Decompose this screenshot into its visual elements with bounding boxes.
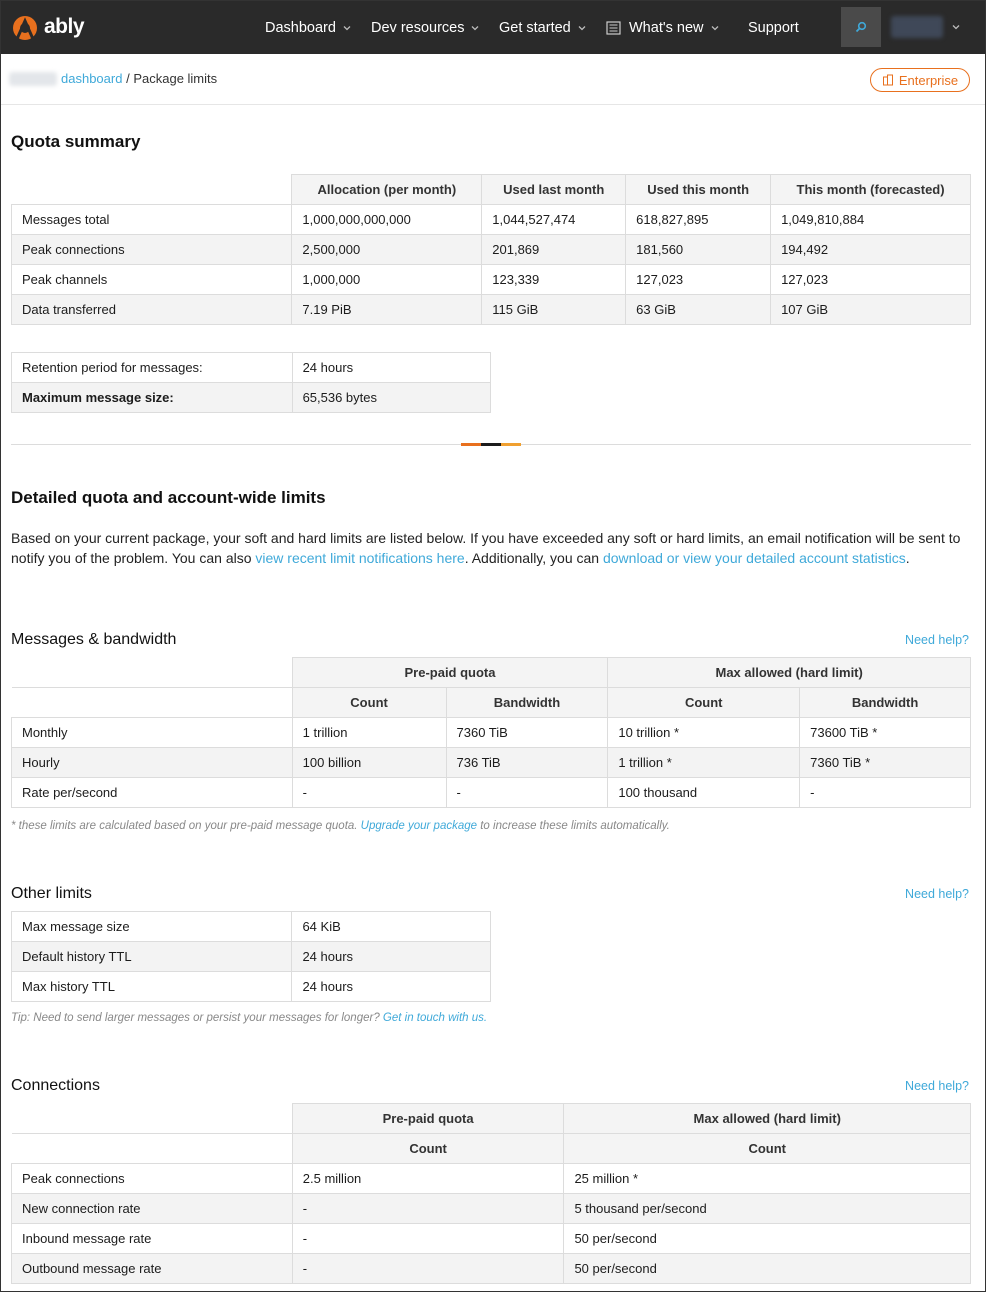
table-cell: 50 per/second xyxy=(564,1224,971,1254)
table-cell: 127,023 xyxy=(626,265,771,295)
row-label: Retention period for messages: xyxy=(12,353,293,383)
table-cell: 1 trillion * xyxy=(608,748,800,778)
account-name-redacted xyxy=(9,72,57,86)
building-icon xyxy=(882,74,894,86)
table-row xyxy=(12,383,491,413)
table-cell: 115 GiB xyxy=(482,295,626,325)
table-cell: 65,536 bytes xyxy=(292,383,490,413)
nav-dashboard[interactable] xyxy=(265,1,351,54)
ably-logo-icon xyxy=(11,11,39,43)
breadcrumb-current: Package limits xyxy=(133,71,218,86)
detailed-intro xyxy=(11,528,971,568)
group-header: Max allowed (hard limit) xyxy=(564,1104,971,1134)
table-row xyxy=(12,295,971,325)
quota-summary-table xyxy=(11,174,971,325)
row-label: Outbound message rate xyxy=(12,1254,293,1284)
row-label: Messages total xyxy=(12,205,292,235)
table-cell: - xyxy=(292,778,446,808)
nav-get-started-label: Get started xyxy=(499,19,571,36)
row-label: Monthly xyxy=(12,718,293,748)
chevron-down-icon xyxy=(711,24,719,32)
table-cell: 24 hours xyxy=(292,353,490,383)
need-help-link[interactable]: Need help? xyxy=(905,633,969,647)
other-limits-table xyxy=(11,911,491,1002)
table-cell: 194,492 xyxy=(771,235,971,265)
table-row xyxy=(12,1254,971,1284)
row-label: Data transferred xyxy=(12,295,292,325)
breadcrumb-separator: / xyxy=(126,71,130,86)
table-cell: 2,500,000 xyxy=(292,235,482,265)
row-label: Default history TTL xyxy=(12,942,292,972)
nav-dashboard-label: Dashboard xyxy=(265,19,336,36)
table-row xyxy=(12,1164,971,1194)
table-cell: 50 per/second xyxy=(564,1254,971,1284)
need-help-link[interactable]: Need help? xyxy=(905,887,969,901)
table-row xyxy=(12,942,491,972)
nav-dev-resources-label: Dev resources xyxy=(371,19,465,36)
search-button[interactable] xyxy=(841,7,881,47)
nav-get-started[interactable] xyxy=(499,1,586,54)
table-cell: - xyxy=(446,778,608,808)
newspaper-icon xyxy=(606,21,621,35)
table-cell: 736 TiB xyxy=(446,748,608,778)
column-header: Bandwidth xyxy=(800,688,971,718)
column-header: Count xyxy=(292,688,446,718)
chevron-down-icon xyxy=(471,24,479,32)
table-cell: 123,339 xyxy=(482,265,626,295)
intro-text: . xyxy=(905,550,910,566)
table-cell: 1 trillion xyxy=(292,718,446,748)
table-corner xyxy=(12,175,292,205)
row-label: Max message size xyxy=(12,912,292,942)
group-header: Pre-paid quota xyxy=(292,658,608,688)
tip-text: Tip: Need to send larger messages or persist your messages for longer? xyxy=(11,1012,383,1024)
enterprise-button[interactable] xyxy=(870,68,970,92)
footnote-text: to increase these limits automatically. xyxy=(477,820,670,832)
breadcrumb xyxy=(61,71,217,86)
row-label: Peak channels xyxy=(12,265,292,295)
table-row xyxy=(12,972,491,1002)
messages-bandwidth-table xyxy=(11,657,971,808)
table-cell: 127,023 xyxy=(771,265,971,295)
connections-title: Connections xyxy=(11,1077,100,1094)
table-cell: 201,869 xyxy=(482,235,626,265)
table-cell: 73600 TiB * xyxy=(800,718,971,748)
enterprise-label: Enterprise xyxy=(898,72,959,88)
column-header: Count xyxy=(292,1134,564,1164)
row-label: Inbound message rate xyxy=(12,1224,293,1254)
other-limits-title: Other limits xyxy=(11,885,92,902)
breadcrumb-bar xyxy=(1,54,985,105)
row-label: Hourly xyxy=(12,748,293,778)
table-cell: 1,049,810,884 xyxy=(771,205,971,235)
row-label: New connection rate xyxy=(12,1194,293,1224)
table-cell: 7360 TiB * xyxy=(800,748,971,778)
table-cell: - xyxy=(292,1194,564,1224)
chevron-down-icon xyxy=(578,24,586,32)
brand-name: ably xyxy=(44,15,85,38)
chevron-down-icon[interactable] xyxy=(951,23,961,31)
intro-text: Based on your current package, your soft and hard limits are listed below. If you have exceeded any soft or hard limits, an email notification will be sent to notify you of the problem. You can also xyxy=(11,530,961,566)
table-corner xyxy=(12,688,293,718)
table-cell: 181,560 xyxy=(626,235,771,265)
account-statistics-link[interactable]: download or view your detailed account statistics xyxy=(602,550,906,566)
table-cell: 7.19 PiB xyxy=(292,295,482,325)
column-header: Used this month xyxy=(626,175,771,205)
group-header: Pre-paid quota xyxy=(292,1104,564,1134)
column-header: This month (forecasted) xyxy=(771,175,971,205)
table-cell: 100 thousand xyxy=(608,778,800,808)
chevron-down-icon xyxy=(343,24,351,32)
table-cell: 24 hours xyxy=(292,972,491,1002)
retention-table xyxy=(11,352,491,413)
table-cell: - xyxy=(292,1254,564,1284)
search-icon xyxy=(855,21,867,33)
table-row xyxy=(12,265,971,295)
table-cell: 63 GiB xyxy=(626,295,771,325)
user-account-menu[interactable] xyxy=(891,16,943,38)
top-navbar xyxy=(1,1,985,54)
table-row xyxy=(12,353,491,383)
table-cell: 2.5 million xyxy=(292,1164,564,1194)
row-label: Peak connections xyxy=(12,1164,293,1194)
nav-support[interactable] xyxy=(748,1,799,54)
table-row xyxy=(12,1194,971,1224)
nav-dev-resources[interactable] xyxy=(371,1,479,54)
table-cell: 10 trillion * xyxy=(608,718,800,748)
table-cell: 64 KiB xyxy=(292,912,491,942)
table-row xyxy=(12,1224,971,1254)
messages-bandwidth-title: Messages & bandwidth xyxy=(11,631,177,648)
row-label: Rate per/second xyxy=(12,778,293,808)
footnote-text: * these limits are calculated based on your pre-paid message quota. xyxy=(11,820,361,832)
table-cell: - xyxy=(800,778,971,808)
table-cell: 107 GiB xyxy=(771,295,971,325)
limits-footnote xyxy=(11,820,670,832)
row-label: Max history TTL xyxy=(12,972,292,1002)
need-help-link[interactable]: Need help? xyxy=(905,1079,969,1093)
detailed-limits-title: Detailed quota and account-wide limits xyxy=(11,488,326,507)
limit-notifications-link[interactable]: view recent limit notifications here xyxy=(255,550,465,566)
table-cell: - xyxy=(292,1224,564,1254)
row-label: Peak connections xyxy=(12,235,292,265)
table-cell: 1,000,000 xyxy=(292,265,482,295)
row-label: Maximum message size: xyxy=(12,383,293,413)
other-limits-tip xyxy=(11,1012,487,1024)
column-header: Count xyxy=(564,1134,971,1164)
connections-table xyxy=(11,1103,971,1284)
divider-accent xyxy=(461,443,521,446)
column-header: Count xyxy=(608,688,800,718)
get-in-touch-link[interactable]: Get in touch with us. xyxy=(382,1012,488,1024)
ably-logo[interactable] xyxy=(11,11,84,43)
breadcrumb-dashboard-link[interactable]: dashboard xyxy=(61,71,123,86)
table-cell: 100 billion xyxy=(292,748,446,778)
nav-support-label: Support xyxy=(748,19,799,36)
table-row xyxy=(12,235,971,265)
table-row xyxy=(12,718,971,748)
table-row xyxy=(12,748,971,778)
table-row xyxy=(12,778,971,808)
table-row xyxy=(12,912,491,942)
table-corner xyxy=(12,658,293,688)
table-cell: 5 thousand per/second xyxy=(564,1194,971,1224)
intro-text: . Additionally, you can xyxy=(464,550,603,566)
quota-summary-title: Quota summary xyxy=(11,132,141,151)
table-corner xyxy=(12,1104,293,1134)
nav-whats-new-label: What's new xyxy=(629,19,704,36)
upgrade-package-link[interactable]: Upgrade your package xyxy=(360,820,478,832)
table-cell: 1,000,000,000,000 xyxy=(292,205,482,235)
table-row xyxy=(12,205,971,235)
column-header: Allocation (per month) xyxy=(292,175,482,205)
column-header: Used last month xyxy=(482,175,626,205)
column-header: Bandwidth xyxy=(446,688,608,718)
nav-whats-new[interactable] xyxy=(606,1,719,54)
table-cell: 1,044,527,474 xyxy=(482,205,626,235)
table-cell: 25 million * xyxy=(564,1164,971,1194)
table-corner xyxy=(12,1134,293,1164)
table-cell: 24 hours xyxy=(292,942,491,972)
table-cell: 7360 TiB xyxy=(446,718,608,748)
table-cell: 618,827,895 xyxy=(626,205,771,235)
group-header: Max allowed (hard limit) xyxy=(608,658,971,688)
